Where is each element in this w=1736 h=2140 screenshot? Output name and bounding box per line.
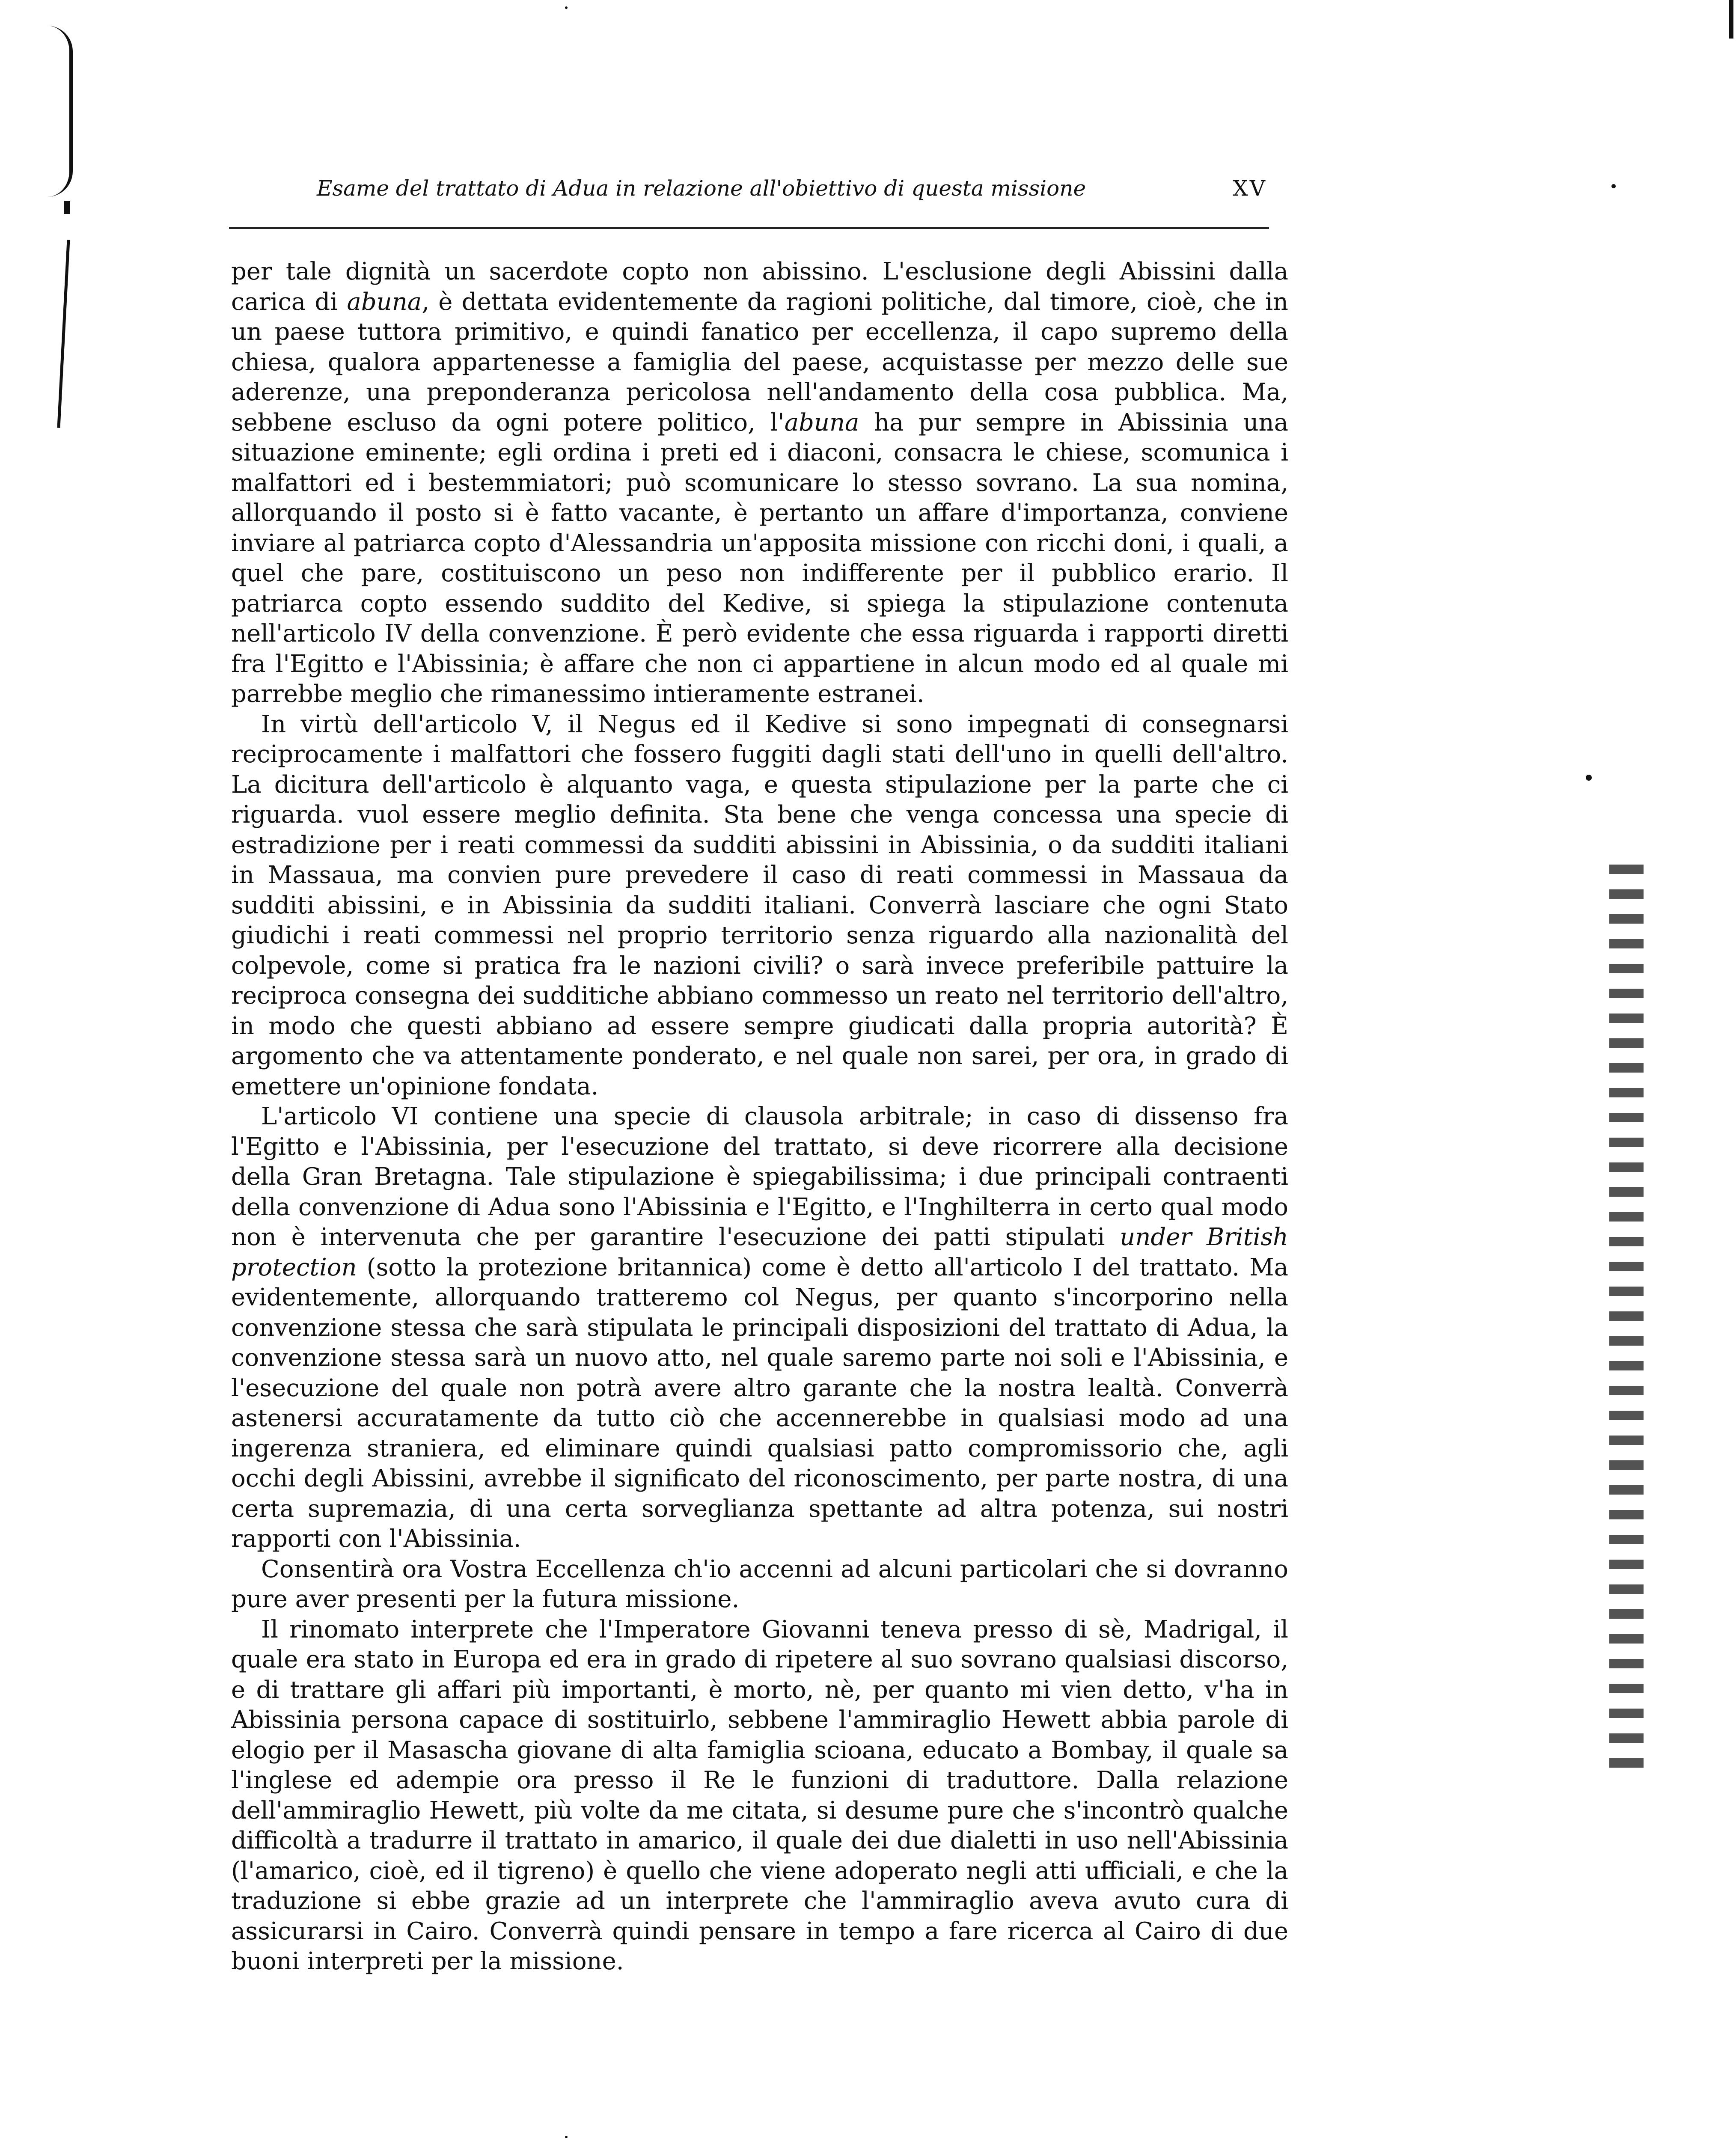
scan-artifact-curve	[47, 26, 73, 197]
scan-artifact-dot	[1586, 775, 1592, 781]
text-run: per tale dignità un sacerdote copto non abissino. L'esclusione degli Abissini dalla carica di	[231, 258, 1288, 316]
page-number: XV	[1233, 176, 1267, 201]
scan-artifact-dot	[565, 6, 568, 9]
paragraph	[231, 257, 1288, 710]
text-run: Il rinomato interprete che l'Imperatore Giovanni teneva presso di sè, Madrigal, il quale era stato in Europa ed era in grado di ripetere al suo sovrano qualsiasi discorso, e di trattare gli affari più importanti, è morto, nè, per quanto mi vien detto, v'ha in Abissinia persona capace di sostituirlo, sebbene l'ammiraglio Hewett abbia parole di elogio per il Masascha giovane di alta famiglia scioana, educato a Bombay, il quale sa l'inglese ed adempie ora presso il Re le funzioni di traduttore. Dalla relazione dell'ammiraglio Hewett, più volte da me citata, si desume pure che s'incontrò qualche difficoltà a tradurre il trattato in amarico, il quale dei due dialetti in uso nell'Abissinia (l'amarico, cioè, ed il tigreno) è quello che viene adoperato negli atti ufficiali, e che la traduzione si ebbe grazie ad un interprete che l'ammiraglio aveva avuto cura di assicurarsi in Cairo. Converrà quindi pensare in tempo a fare ricerca al Cairo di due buoni interpreti per la missione.	[231, 1615, 1288, 1975]
text-run: In virtù dell'articolo V, il Negus ed il Kedive si sono impegnati di consegnarsi reciprocamente i malfattori che fossero fuggiti dagli stati dell'uno in quelli dell'altro. La dicitura dell'articolo è alquanto vaga, e questa stipulazione per la parte che ci riguarda. vuol essere meglio definita. Sta bene che venga concessa una specie di estradizione per i reati commessi da sudditi abissini in Abissinia, o da sudditi italiani in Massaua, ma convien pure prevedere il caso di reati commessi in Massaua da sudditi abissini, e in Abissinia da sudditi italiani. Converrà lasciare che ogni Stato giudichi i reati commessi nel proprio territorio senza riguardo alla nazionalità del colpevole, come si pratica fra le nazioni civili? o sarà invece preferibile pattuire la reciproca consegna dei sudditiche abbiano commesso un reato nel territorio dell'altro, in modo che questi abbiano ad essere sempre giudicati dalla propria autorità? È argomento che va attentamente ponderato, e nel quale non sarei, per ora, in grado di emettere un'opinione fondata.	[231, 710, 1288, 1100]
text-run: ha pur sempre in Abissinia una situazione eminente; egli ordina i preti ed i diaconi, consacra le chiese, scomunica i malfattori ed i bestemmiatori; può scomunicare lo stesso sovrano. La sua nomina, allorquando il posto si è fatto vacante, è pertanto un affare d'importanza, conviene inviare al patriarca copto d'Alessandria un'apposita missione con ricchi doni, i quali, a quel che pare, costituiscono un peso non indifferente per il pubblico erario. Il patriarca copto essendo suddito del Kedive, si spiega la stipulazione contenuta nell'articolo IV della convenzione. È però evidente che essa riguarda i rapporti diretti fra l'Egitto e l'Abissinia; è affare che non ci appartiene in alcun modo ed al quale mi parrebbe meglio che rimanessimo intieramente estranei.	[231, 408, 1288, 708]
scan-artifact-line	[57, 240, 70, 428]
paragraph	[231, 1554, 1288, 1615]
italic-term: under British protection	[231, 1223, 1288, 1281]
paragraph	[231, 1615, 1288, 1977]
text-run: L'articolo VI contiene una specie di clausola arbitrale; in caso di dissenso fra l'Egitto e l'Abissinia, per l'esecuzione del trattato, si deve ricorrere alla decisione della Gran Bretagna. Tale stipulazione è spiegabilissima; i due principali contraenti della convenzione di Adua sono l'Abissinia e l'Egitto, e l'Inghilterra in certo qual modo non è intervenuta che per garantire l'esecuzione dei patti stipulati	[231, 1103, 1288, 1251]
italic-term: abuna	[347, 288, 422, 316]
scan-artifact-mark	[64, 201, 70, 214]
library-stamp-bleed	[1609, 865, 1644, 1776]
running-head	[317, 171, 1267, 205]
text-run: Consentirà ora Vostra Eccellenza ch'io accenni ad alcuni particolari che si dovranno pure aver presenti per la futura missione.	[231, 1555, 1288, 1613]
text-run: , è dettata evidentemente da ragioni politiche, dal timore, cioè, che in un paese tuttora primitivo, e quindi fanatico per eccellenza, il capo supremo della chiesa, qualora appartenesse a famiglia del paese, acquistasse per mezzo delle sue aderenze, una preponderanza pericolosa nell'andamento della cosa pubblica. Ma, sebbene escluso da ogni potere politico, l'	[231, 288, 1289, 437]
running-title: Esame del trattato di Adua in relazione all'obiettivo di questa missione	[317, 176, 1086, 201]
header-rule	[229, 227, 1269, 229]
paragraph	[231, 1102, 1288, 1554]
paragraph	[231, 710, 1288, 1102]
italic-term: abuna	[784, 408, 859, 437]
body-text	[231, 257, 1288, 1977]
scan-artifact-edge	[1729, 0, 1733, 39]
scan-artifact-dot	[1611, 184, 1616, 188]
text-run: (sotto la protezione britannica) come è detto all'articolo I del trattato. Ma evidentemente, allorquando tratteremo col Negus, per quanto s'incorporino nella convenzione stessa che sarà stipulata le principali disposizioni del trattato di Adua, la convenzione stessa sarà un nuovo atto, nel quale saremo parte noi soli e l'Abissinia, e l'esecuzione del quale non potrà avere altro garante che la nostra lealtà. Converrà astenersi accuratamente da tutto ciò che accennerebbe in qualsiasi modo ad una ingerenza straniera, ed eliminare quindi qualsiasi patto compromissorio che, agli occhi degli Abissini, avrebbe il significato del riconoscimento, per parte nostra, di una certa supremazia, di una certa sorveglianza spettante ad altra potenza, sui nostri rapporti con l'Abissinia.	[231, 1253, 1288, 1553]
scan-artifact-dot	[565, 2136, 568, 2138]
